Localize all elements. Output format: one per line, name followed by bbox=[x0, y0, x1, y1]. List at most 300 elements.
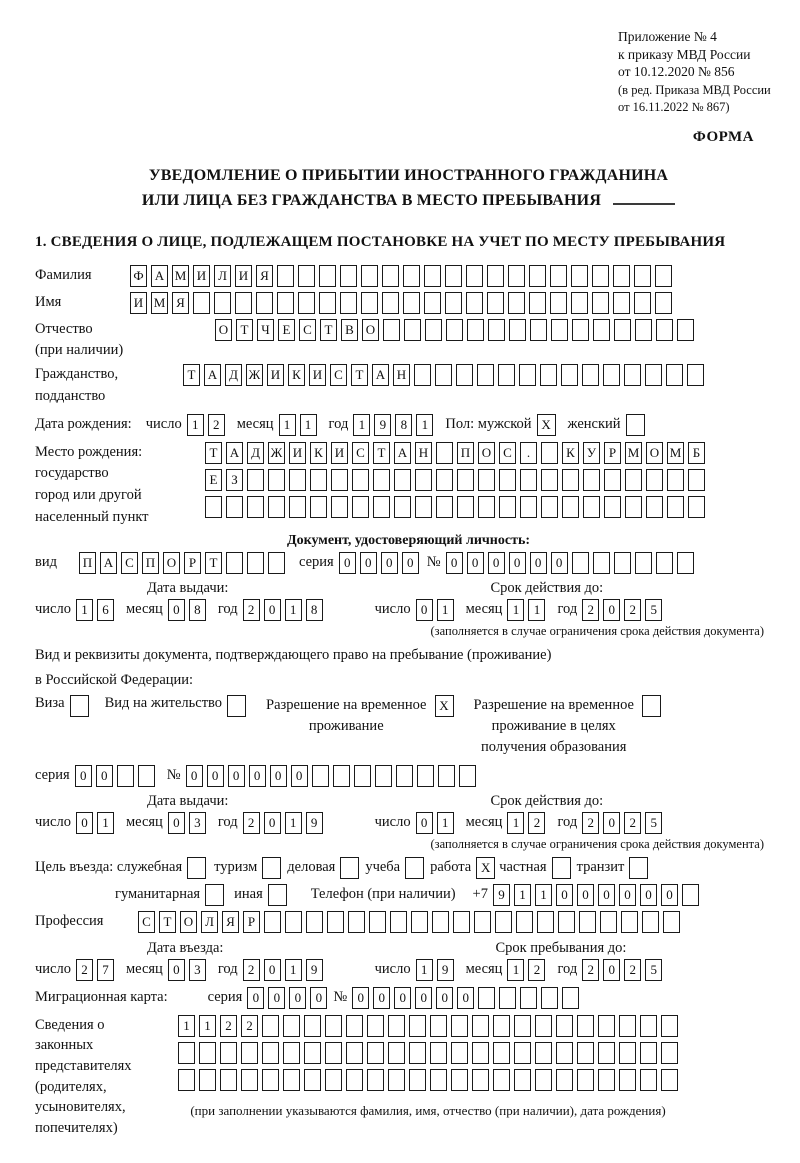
sex-female-checkbox[interactable] bbox=[626, 414, 645, 436]
char-cell[interactable]: 9 bbox=[374, 414, 391, 436]
char-cell[interactable]: 0 bbox=[264, 959, 281, 981]
char-cell[interactable] bbox=[310, 496, 327, 518]
char-cell[interactable]: О bbox=[163, 552, 180, 574]
char-cell[interactable] bbox=[529, 265, 546, 287]
char-cell[interactable] bbox=[530, 319, 547, 341]
char-cell[interactable]: Р bbox=[184, 552, 201, 574]
char-cell[interactable] bbox=[592, 265, 609, 287]
char-cell[interactable] bbox=[430, 1069, 447, 1091]
char-cell[interactable] bbox=[550, 292, 567, 314]
char-cell[interactable] bbox=[451, 1069, 468, 1091]
char-cell[interactable] bbox=[572, 552, 589, 574]
char-cell[interactable] bbox=[435, 364, 452, 386]
char-cell[interactable] bbox=[304, 1015, 321, 1037]
char-cell[interactable]: 1 bbox=[300, 414, 317, 436]
char-cell[interactable] bbox=[241, 1042, 258, 1064]
char-cell[interactable] bbox=[456, 364, 473, 386]
char-cell[interactable]: Я bbox=[222, 911, 239, 933]
char-cell[interactable] bbox=[667, 469, 684, 491]
char-cell[interactable] bbox=[369, 911, 386, 933]
char-cell[interactable]: 0 bbox=[415, 987, 432, 1009]
char-cell[interactable] bbox=[417, 765, 434, 787]
char-cell[interactable] bbox=[430, 1042, 447, 1064]
char-cell[interactable]: 0 bbox=[310, 987, 327, 1009]
char-cell[interactable]: А bbox=[151, 265, 168, 287]
char-cell[interactable]: 0 bbox=[228, 765, 245, 787]
char-cell[interactable] bbox=[592, 292, 609, 314]
char-cell[interactable] bbox=[577, 1069, 594, 1091]
char-cell[interactable] bbox=[283, 1042, 300, 1064]
char-cell[interactable] bbox=[262, 1069, 279, 1091]
char-cell[interactable]: К bbox=[310, 442, 327, 464]
char-cell[interactable]: 0 bbox=[619, 884, 636, 906]
char-cell[interactable]: М bbox=[667, 442, 684, 464]
char-cell[interactable] bbox=[383, 319, 400, 341]
char-cell[interactable] bbox=[656, 552, 673, 574]
char-cell[interactable] bbox=[635, 319, 652, 341]
char-cell[interactable] bbox=[411, 911, 428, 933]
purpose-business-checkbox[interactable] bbox=[340, 857, 359, 879]
char-cell[interactable] bbox=[220, 1069, 237, 1091]
char-cell[interactable]: Т bbox=[183, 364, 200, 386]
char-cell[interactable] bbox=[354, 765, 371, 787]
char-cell[interactable] bbox=[655, 292, 672, 314]
char-cell[interactable] bbox=[262, 1042, 279, 1064]
char-cell[interactable]: 5 bbox=[645, 959, 662, 981]
char-cell[interactable] bbox=[514, 1015, 531, 1037]
char-cell[interactable] bbox=[304, 1042, 321, 1064]
char-cell[interactable] bbox=[436, 496, 453, 518]
char-cell[interactable] bbox=[352, 496, 369, 518]
char-cell[interactable] bbox=[226, 496, 243, 518]
char-cell[interactable]: 1 bbox=[437, 812, 454, 834]
char-cell[interactable]: О bbox=[478, 442, 495, 464]
char-cell[interactable]: Т bbox=[236, 319, 253, 341]
char-cell[interactable]: Л bbox=[201, 911, 218, 933]
char-cell[interactable] bbox=[277, 265, 294, 287]
char-cell[interactable]: Т bbox=[205, 552, 222, 574]
char-cell[interactable]: 7 bbox=[97, 959, 114, 981]
char-cell[interactable] bbox=[325, 1042, 342, 1064]
char-cell[interactable] bbox=[247, 552, 264, 574]
char-cell[interactable] bbox=[199, 1042, 216, 1064]
purpose-humanitarian-checkbox[interactable] bbox=[205, 884, 224, 906]
char-cell[interactable] bbox=[541, 987, 558, 1009]
char-cell[interactable] bbox=[340, 265, 357, 287]
char-cell[interactable] bbox=[499, 469, 516, 491]
purpose-private-checkbox[interactable] bbox=[552, 857, 571, 879]
char-cell[interactable]: Е bbox=[205, 469, 222, 491]
char-cell[interactable] bbox=[572, 319, 589, 341]
char-cell[interactable]: 1 bbox=[178, 1015, 195, 1037]
purpose-other-checkbox[interactable] bbox=[268, 884, 287, 906]
char-cell[interactable] bbox=[325, 1069, 342, 1091]
char-cell[interactable]: 2 bbox=[208, 414, 225, 436]
char-cell[interactable]: 8 bbox=[189, 599, 206, 621]
char-cell[interactable] bbox=[388, 1069, 405, 1091]
char-cell[interactable] bbox=[457, 469, 474, 491]
char-cell[interactable]: 0 bbox=[416, 599, 433, 621]
char-cell[interactable] bbox=[634, 265, 651, 287]
char-cell[interactable]: Ф bbox=[130, 265, 147, 287]
char-cell[interactable] bbox=[661, 1069, 678, 1091]
char-cell[interactable]: 0 bbox=[207, 765, 224, 787]
char-cell[interactable]: А bbox=[372, 364, 389, 386]
char-cell[interactable] bbox=[247, 469, 264, 491]
char-cell[interactable]: 6 bbox=[97, 599, 114, 621]
char-cell[interactable] bbox=[499, 987, 516, 1009]
char-cell[interactable] bbox=[319, 265, 336, 287]
char-cell[interactable] bbox=[451, 1015, 468, 1037]
char-cell[interactable]: 0 bbox=[168, 812, 185, 834]
char-cell[interactable] bbox=[235, 292, 252, 314]
char-cell[interactable] bbox=[327, 911, 344, 933]
char-cell[interactable]: 9 bbox=[306, 812, 323, 834]
char-cell[interactable] bbox=[352, 469, 369, 491]
char-cell[interactable]: 0 bbox=[264, 812, 281, 834]
char-cell[interactable] bbox=[682, 884, 699, 906]
char-cell[interactable] bbox=[583, 496, 600, 518]
char-cell[interactable]: 8 bbox=[395, 414, 412, 436]
char-cell[interactable] bbox=[598, 1069, 615, 1091]
char-cell[interactable] bbox=[498, 364, 515, 386]
char-cell[interactable] bbox=[640, 1042, 657, 1064]
char-cell[interactable]: 1 bbox=[507, 959, 524, 981]
char-cell[interactable]: 0 bbox=[509, 552, 526, 574]
char-cell[interactable] bbox=[495, 911, 512, 933]
char-cell[interactable]: 0 bbox=[268, 987, 285, 1009]
char-cell[interactable] bbox=[256, 292, 273, 314]
char-cell[interactable]: С bbox=[352, 442, 369, 464]
char-cell[interactable] bbox=[117, 765, 134, 787]
char-cell[interactable] bbox=[604, 469, 621, 491]
char-cell[interactable]: 0 bbox=[598, 884, 615, 906]
char-cell[interactable]: 1 bbox=[514, 884, 531, 906]
char-cell[interactable]: 2 bbox=[76, 959, 93, 981]
char-cell[interactable]: 0 bbox=[96, 765, 113, 787]
char-cell[interactable]: 0 bbox=[76, 812, 93, 834]
char-cell[interactable] bbox=[388, 1042, 405, 1064]
char-cell[interactable] bbox=[579, 911, 596, 933]
char-cell[interactable]: 0 bbox=[270, 765, 287, 787]
char-cell[interactable] bbox=[390, 911, 407, 933]
char-cell[interactable]: 0 bbox=[457, 987, 474, 1009]
char-cell[interactable] bbox=[635, 552, 652, 574]
char-cell[interactable] bbox=[688, 496, 705, 518]
visa-checkbox[interactable] bbox=[70, 695, 89, 717]
char-cell[interactable]: 1 bbox=[285, 812, 302, 834]
char-cell[interactable] bbox=[459, 765, 476, 787]
char-cell[interactable]: О bbox=[646, 442, 663, 464]
char-cell[interactable] bbox=[556, 1069, 573, 1091]
char-cell[interactable] bbox=[621, 911, 638, 933]
char-cell[interactable] bbox=[415, 469, 432, 491]
char-cell[interactable]: 2 bbox=[243, 959, 260, 981]
char-cell[interactable]: 0 bbox=[488, 552, 505, 574]
char-cell[interactable] bbox=[667, 496, 684, 518]
char-cell[interactable]: 0 bbox=[530, 552, 547, 574]
char-cell[interactable]: А bbox=[394, 442, 411, 464]
char-cell[interactable]: К bbox=[562, 442, 579, 464]
char-cell[interactable] bbox=[382, 265, 399, 287]
char-cell[interactable]: О bbox=[180, 911, 197, 933]
char-cell[interactable]: 5 bbox=[645, 599, 662, 621]
char-cell[interactable]: Р bbox=[243, 911, 260, 933]
char-cell[interactable]: 1 bbox=[535, 884, 552, 906]
char-cell[interactable]: 2 bbox=[528, 959, 545, 981]
char-cell[interactable] bbox=[451, 1042, 468, 1064]
char-cell[interactable]: 1 bbox=[187, 414, 204, 436]
char-cell[interactable] bbox=[478, 987, 495, 1009]
char-cell[interactable]: С bbox=[121, 552, 138, 574]
char-cell[interactable]: 0 bbox=[603, 599, 620, 621]
char-cell[interactable] bbox=[373, 496, 390, 518]
char-cell[interactable]: 0 bbox=[373, 987, 390, 1009]
char-cell[interactable]: 1 bbox=[279, 414, 296, 436]
char-cell[interactable]: 0 bbox=[394, 987, 411, 1009]
char-cell[interactable]: . bbox=[520, 442, 537, 464]
char-cell[interactable]: 1 bbox=[285, 599, 302, 621]
char-cell[interactable] bbox=[508, 292, 525, 314]
char-cell[interactable] bbox=[561, 364, 578, 386]
char-cell[interactable] bbox=[645, 364, 662, 386]
char-cell[interactable] bbox=[514, 1069, 531, 1091]
char-cell[interactable] bbox=[619, 1069, 636, 1091]
char-cell[interactable] bbox=[603, 364, 620, 386]
char-cell[interactable]: А bbox=[226, 442, 243, 464]
char-cell[interactable] bbox=[445, 292, 462, 314]
char-cell[interactable]: М bbox=[172, 265, 189, 287]
char-cell[interactable]: 0 bbox=[556, 884, 573, 906]
char-cell[interactable] bbox=[409, 1042, 426, 1064]
char-cell[interactable]: 2 bbox=[528, 812, 545, 834]
char-cell[interactable] bbox=[325, 1015, 342, 1037]
char-cell[interactable] bbox=[613, 265, 630, 287]
char-cell[interactable]: 1 bbox=[528, 599, 545, 621]
char-cell[interactable]: 1 bbox=[507, 812, 524, 834]
char-cell[interactable] bbox=[262, 1015, 279, 1037]
char-cell[interactable]: 0 bbox=[264, 599, 281, 621]
char-cell[interactable] bbox=[264, 911, 281, 933]
char-cell[interactable]: И bbox=[130, 292, 147, 314]
char-cell[interactable] bbox=[541, 442, 558, 464]
char-cell[interactable] bbox=[404, 319, 421, 341]
char-cell[interactable] bbox=[614, 552, 631, 574]
char-cell[interactable] bbox=[487, 292, 504, 314]
char-cell[interactable] bbox=[409, 1015, 426, 1037]
char-cell[interactable]: 0 bbox=[291, 765, 308, 787]
char-cell[interactable]: 2 bbox=[241, 1015, 258, 1037]
char-cell[interactable] bbox=[268, 552, 285, 574]
char-cell[interactable]: И bbox=[193, 265, 210, 287]
char-cell[interactable]: 0 bbox=[360, 552, 377, 574]
char-cell[interactable]: 1 bbox=[199, 1015, 216, 1037]
char-cell[interactable] bbox=[493, 1015, 510, 1037]
char-cell[interactable]: В bbox=[341, 319, 358, 341]
char-cell[interactable] bbox=[394, 469, 411, 491]
char-cell[interactable] bbox=[415, 496, 432, 518]
char-cell[interactable] bbox=[346, 1015, 363, 1037]
char-cell[interactable]: А bbox=[100, 552, 117, 574]
char-cell[interactable] bbox=[277, 292, 294, 314]
char-cell[interactable] bbox=[214, 292, 231, 314]
char-cell[interactable] bbox=[472, 1069, 489, 1091]
char-cell[interactable]: 0 bbox=[661, 884, 678, 906]
char-cell[interactable] bbox=[520, 987, 537, 1009]
char-cell[interactable]: Т bbox=[320, 319, 337, 341]
char-cell[interactable]: 0 bbox=[402, 552, 419, 574]
char-cell[interactable]: 2 bbox=[624, 812, 641, 834]
char-cell[interactable] bbox=[677, 319, 694, 341]
char-cell[interactable] bbox=[466, 292, 483, 314]
char-cell[interactable]: 2 bbox=[220, 1015, 237, 1037]
char-cell[interactable] bbox=[613, 292, 630, 314]
char-cell[interactable] bbox=[677, 552, 694, 574]
char-cell[interactable] bbox=[331, 496, 348, 518]
char-cell[interactable] bbox=[414, 364, 431, 386]
char-cell[interactable]: Н bbox=[393, 364, 410, 386]
char-cell[interactable]: 0 bbox=[381, 552, 398, 574]
char-cell[interactable] bbox=[438, 765, 455, 787]
char-cell[interactable]: О bbox=[215, 319, 232, 341]
char-cell[interactable]: 0 bbox=[436, 987, 453, 1009]
char-cell[interactable]: Т bbox=[351, 364, 368, 386]
char-cell[interactable]: Ж bbox=[268, 442, 285, 464]
char-cell[interactable]: 3 bbox=[189, 812, 206, 834]
char-cell[interactable] bbox=[508, 265, 525, 287]
char-cell[interactable]: П bbox=[142, 552, 159, 574]
char-cell[interactable] bbox=[656, 319, 673, 341]
char-cell[interactable] bbox=[535, 1015, 552, 1037]
char-cell[interactable] bbox=[289, 496, 306, 518]
char-cell[interactable]: Е bbox=[278, 319, 295, 341]
char-cell[interactable] bbox=[640, 1069, 657, 1091]
char-cell[interactable] bbox=[331, 469, 348, 491]
purpose-tourism-checkbox[interactable] bbox=[262, 857, 281, 879]
char-cell[interactable] bbox=[571, 265, 588, 287]
char-cell[interactable] bbox=[604, 496, 621, 518]
char-cell[interactable]: 0 bbox=[339, 552, 356, 574]
char-cell[interactable] bbox=[577, 1042, 594, 1064]
char-cell[interactable]: 1 bbox=[437, 599, 454, 621]
char-cell[interactable]: Б bbox=[688, 442, 705, 464]
char-cell[interactable]: Я bbox=[256, 265, 273, 287]
char-cell[interactable] bbox=[394, 496, 411, 518]
purpose-study-checkbox[interactable] bbox=[405, 857, 424, 879]
char-cell[interactable] bbox=[642, 911, 659, 933]
char-cell[interactable] bbox=[403, 265, 420, 287]
char-cell[interactable] bbox=[487, 265, 504, 287]
char-cell[interactable]: С bbox=[330, 364, 347, 386]
char-cell[interactable]: 0 bbox=[577, 884, 594, 906]
char-cell[interactable] bbox=[425, 319, 442, 341]
char-cell[interactable] bbox=[640, 1015, 657, 1037]
char-cell[interactable]: 8 bbox=[306, 599, 323, 621]
char-cell[interactable] bbox=[474, 911, 491, 933]
char-cell[interactable]: 0 bbox=[446, 552, 463, 574]
char-cell[interactable] bbox=[516, 911, 533, 933]
char-cell[interactable]: 0 bbox=[249, 765, 266, 787]
char-cell[interactable]: 2 bbox=[582, 812, 599, 834]
char-cell[interactable] bbox=[247, 496, 264, 518]
char-cell[interactable] bbox=[430, 1015, 447, 1037]
char-cell[interactable]: С bbox=[138, 911, 155, 933]
char-cell[interactable]: Р bbox=[604, 442, 621, 464]
char-cell[interactable] bbox=[634, 292, 651, 314]
char-cell[interactable]: 0 bbox=[247, 987, 264, 1009]
char-cell[interactable] bbox=[646, 496, 663, 518]
char-cell[interactable] bbox=[312, 765, 329, 787]
char-cell[interactable] bbox=[403, 292, 420, 314]
char-cell[interactable]: 0 bbox=[640, 884, 657, 906]
char-cell[interactable] bbox=[138, 765, 155, 787]
char-cell[interactable] bbox=[346, 1042, 363, 1064]
char-cell[interactable] bbox=[582, 364, 599, 386]
char-cell[interactable]: 0 bbox=[168, 599, 185, 621]
char-cell[interactable]: 0 bbox=[289, 987, 306, 1009]
temp-residence-edu-checkbox[interactable] bbox=[642, 695, 661, 717]
char-cell[interactable] bbox=[562, 987, 579, 1009]
char-cell[interactable] bbox=[346, 1069, 363, 1091]
char-cell[interactable]: 2 bbox=[624, 599, 641, 621]
residence-permit-checkbox[interactable] bbox=[227, 695, 246, 717]
char-cell[interactable] bbox=[205, 496, 222, 518]
char-cell[interactable] bbox=[226, 552, 243, 574]
char-cell[interactable] bbox=[619, 1015, 636, 1037]
char-cell[interactable] bbox=[541, 496, 558, 518]
char-cell[interactable] bbox=[220, 1042, 237, 1064]
char-cell[interactable]: 9 bbox=[493, 884, 510, 906]
char-cell[interactable] bbox=[348, 911, 365, 933]
char-cell[interactable] bbox=[661, 1015, 678, 1037]
char-cell[interactable]: И bbox=[235, 265, 252, 287]
char-cell[interactable] bbox=[600, 911, 617, 933]
char-cell[interactable] bbox=[178, 1042, 195, 1064]
char-cell[interactable] bbox=[583, 469, 600, 491]
char-cell[interactable] bbox=[537, 911, 554, 933]
char-cell[interactable]: С bbox=[499, 442, 516, 464]
char-cell[interactable] bbox=[625, 469, 642, 491]
char-cell[interactable]: 1 bbox=[416, 959, 433, 981]
char-cell[interactable] bbox=[598, 1015, 615, 1037]
char-cell[interactable] bbox=[519, 364, 536, 386]
char-cell[interactable] bbox=[436, 442, 453, 464]
char-cell[interactable] bbox=[446, 319, 463, 341]
char-cell[interactable] bbox=[655, 265, 672, 287]
char-cell[interactable] bbox=[562, 496, 579, 518]
char-cell[interactable] bbox=[466, 265, 483, 287]
char-cell[interactable] bbox=[319, 292, 336, 314]
char-cell[interactable]: 2 bbox=[582, 959, 599, 981]
char-cell[interactable] bbox=[409, 1069, 426, 1091]
char-cell[interactable]: И bbox=[331, 442, 348, 464]
char-cell[interactable] bbox=[424, 292, 441, 314]
char-cell[interactable]: 2 bbox=[624, 959, 641, 981]
char-cell[interactable] bbox=[688, 469, 705, 491]
char-cell[interactable]: 0 bbox=[603, 812, 620, 834]
char-cell[interactable] bbox=[535, 1069, 552, 1091]
char-cell[interactable]: П bbox=[79, 552, 96, 574]
char-cell[interactable] bbox=[472, 1042, 489, 1064]
char-cell[interactable] bbox=[388, 1015, 405, 1037]
char-cell[interactable] bbox=[666, 364, 683, 386]
char-cell[interactable] bbox=[625, 496, 642, 518]
char-cell[interactable] bbox=[529, 292, 546, 314]
char-cell[interactable]: Т bbox=[159, 911, 176, 933]
char-cell[interactable] bbox=[624, 364, 641, 386]
char-cell[interactable]: 1 bbox=[507, 599, 524, 621]
char-cell[interactable] bbox=[424, 265, 441, 287]
